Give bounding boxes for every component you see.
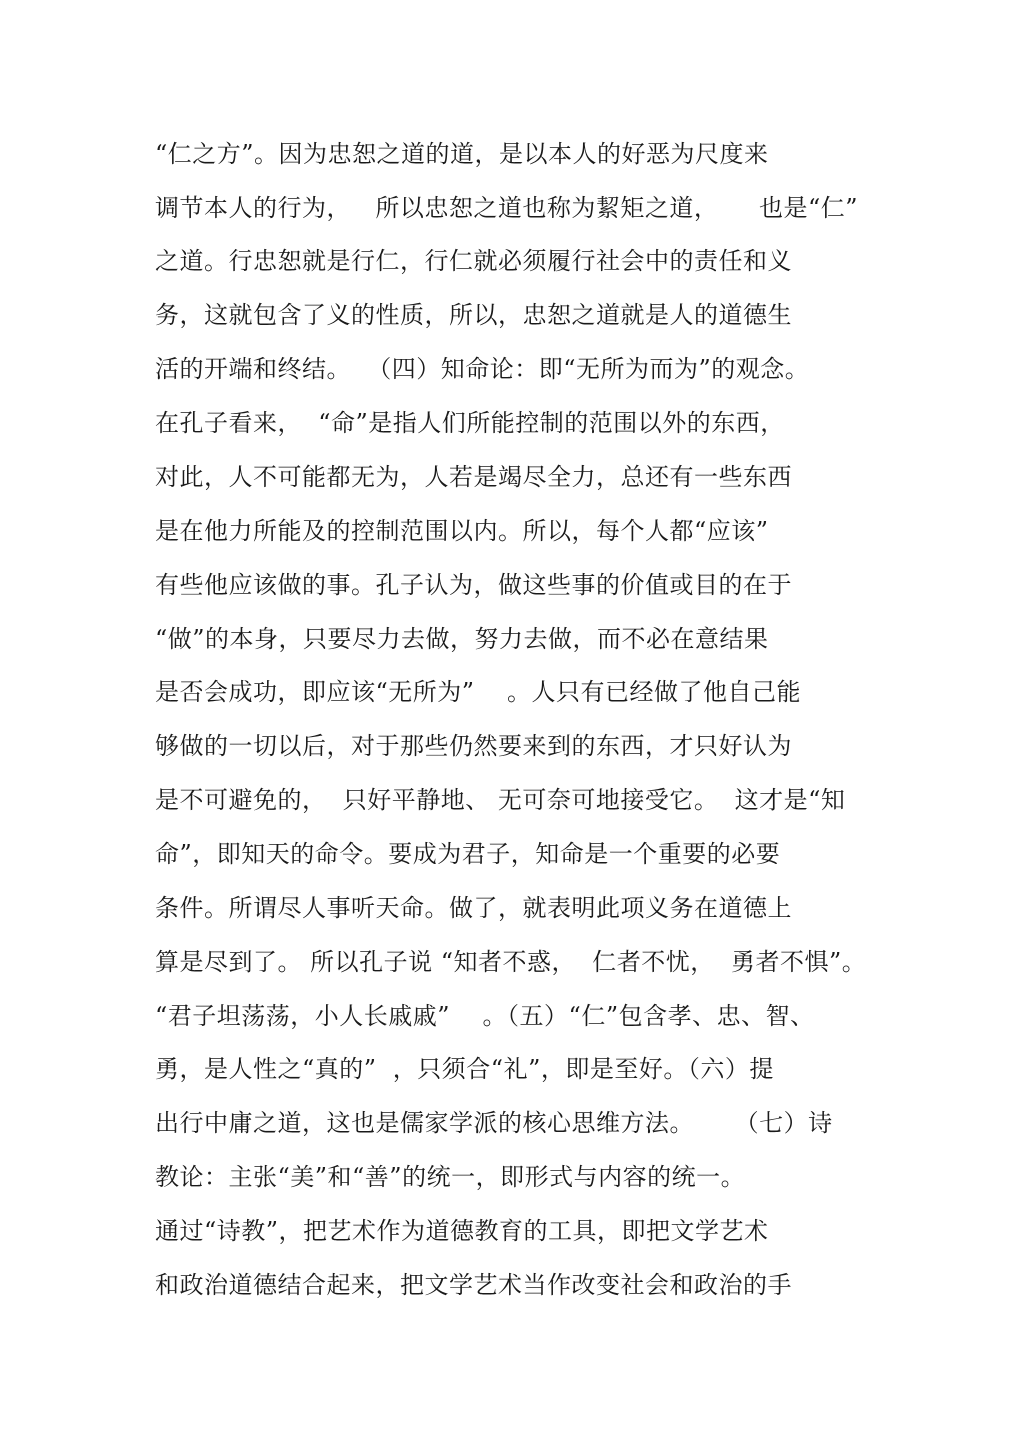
text-line: 对此，人不可能都无为，人若是竭尽全力，总还有一些东西 xyxy=(155,463,792,491)
text-line: 是在他力所能及的控制范围以内。所以，每个人都“应该” xyxy=(155,517,769,545)
text-line: 出行中庸之道，这也是儒家学派的核心思维方法。 （七）诗 xyxy=(155,1109,833,1137)
text-line: 勇，是人性之“真的” ，只须合“礼”，即是至好。（六）提 xyxy=(155,1055,774,1083)
text-line: 条件。所谓尽人事听天命。做了，就表明此项义务在道德上 xyxy=(155,894,792,922)
text-line: 和政治道德结合起来，把文学艺术当作改变社会和政治的手 xyxy=(155,1271,792,1299)
text-line: 算是尽到了。 所以孔子说 “知者不惑， 仁者不忧， 勇者不惧”。 xyxy=(155,948,867,976)
text-line: 是否会成功，即应该“无所为” 。人只有已经做了他自己能 xyxy=(155,678,802,706)
text-line: 在孔子看来， “命”是指人们所能控制的范围以外的东西， xyxy=(155,409,785,437)
text-line: 教论：主张“美”和“善”的统一，即形式与内容的统一。 xyxy=(155,1163,746,1191)
text-line: “仁之方”。因为忠恕之道的道，是以本人的好恶为尺度来 xyxy=(155,140,769,168)
text-line: 之道。行忠恕就是行仁，行仁就必须履行社会中的责任和义 xyxy=(155,247,792,275)
text-line: 是不可避免的， 只好平静地、 无可奈可地接受它。 这才是“知 xyxy=(155,786,846,814)
text-line: 调节本人的行为， 所以忠恕之道也称为絜矩之道， 也是“仁” xyxy=(155,194,859,222)
text-line: “君子坦荡荡，小人长戚戚” 。（五）“仁”包含孝、忠、智、 xyxy=(155,1002,815,1030)
text-line: 通过“诗教”，把艺术作为道德教育的工具，即把文学艺术 xyxy=(155,1217,769,1245)
text-line: 够做的一切以后，对于那些仍然要来到的东西，才只好认为 xyxy=(155,732,792,760)
text-line: 务，这就包含了义的性质，所以，忠恕之道就是人的道德生 xyxy=(155,301,792,329)
text-line: 命”，即知天的命令。要成为君子，知命是一个重要的必要 xyxy=(155,840,781,868)
text-line: 有些他应该做的事。孔子认为，做这些事的价值或目的在于 xyxy=(155,571,792,599)
text-line: “做”的本身，只要尽力去做，努力去做，而不必在意结果 xyxy=(155,625,769,653)
text-line: 活的开端和终结。 （四）知命论：即“无所为而为”的观念。 xyxy=(155,355,810,383)
